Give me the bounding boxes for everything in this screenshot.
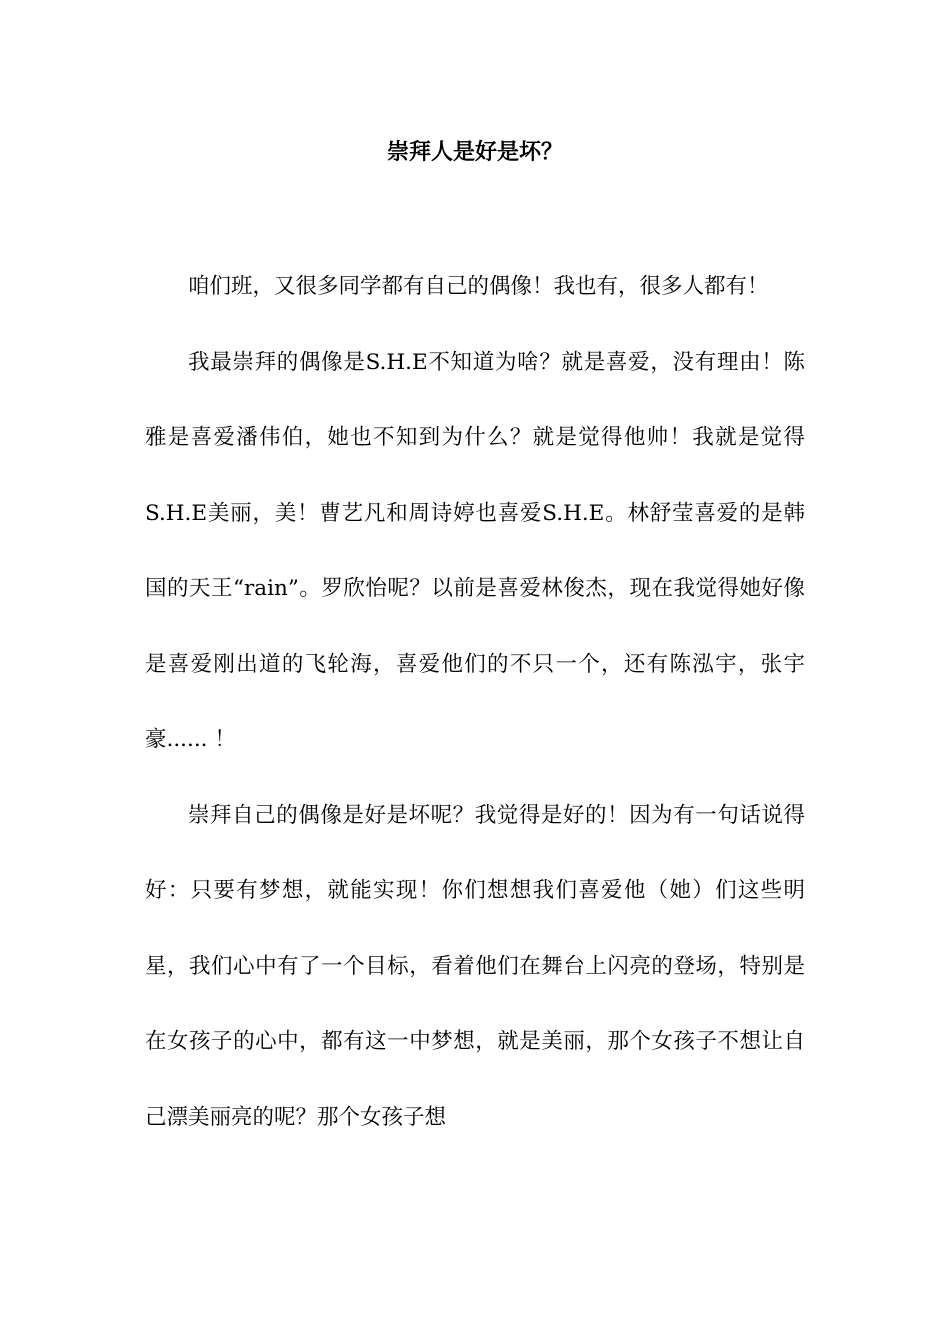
paragraph-3: 崇拜自己的偶像是好是坏呢？我觉得是好的！因为有一句话说得好：只要有梦想，就能实现！你们想想我们喜爱他（她）们这些明星，我们心中有了一个目标，看着他们在舞台上闪亮的登场，特别是在女孩子的心中，都有这一中梦想，就是美丽，那个女孩子不想让自己漂美丽亮的呢？那个女孩子想	[145, 802, 805, 1130]
paragraph-2: 我最崇拜的偶像是S.H.E不知道为啥？就是喜爱，没有理由！陈雅是喜爱潘伟伯，她也不知到为什么？就是觉得他帅！我就是觉得S.H.E美丽，美！曹艺凡和周诗婷也喜爱S.H.E。林舒莹喜爱的是韩国的天王“rain”。罗欣怡呢？以前是喜爱林俊杰，现在我觉得她好像是喜爱刚出道的飞轮海，喜爱他们的不只一个，还有陈泓宇，张宇豪...... ！	[145, 349, 805, 752]
document-body	[145, 249, 805, 1155]
paragraph-1: 咱们班，又很多同学都有自己的偶像！我也有，很多人都有！	[188, 274, 769, 299]
document-title: 崇拜人是好是坏？	[386, 140, 563, 165]
